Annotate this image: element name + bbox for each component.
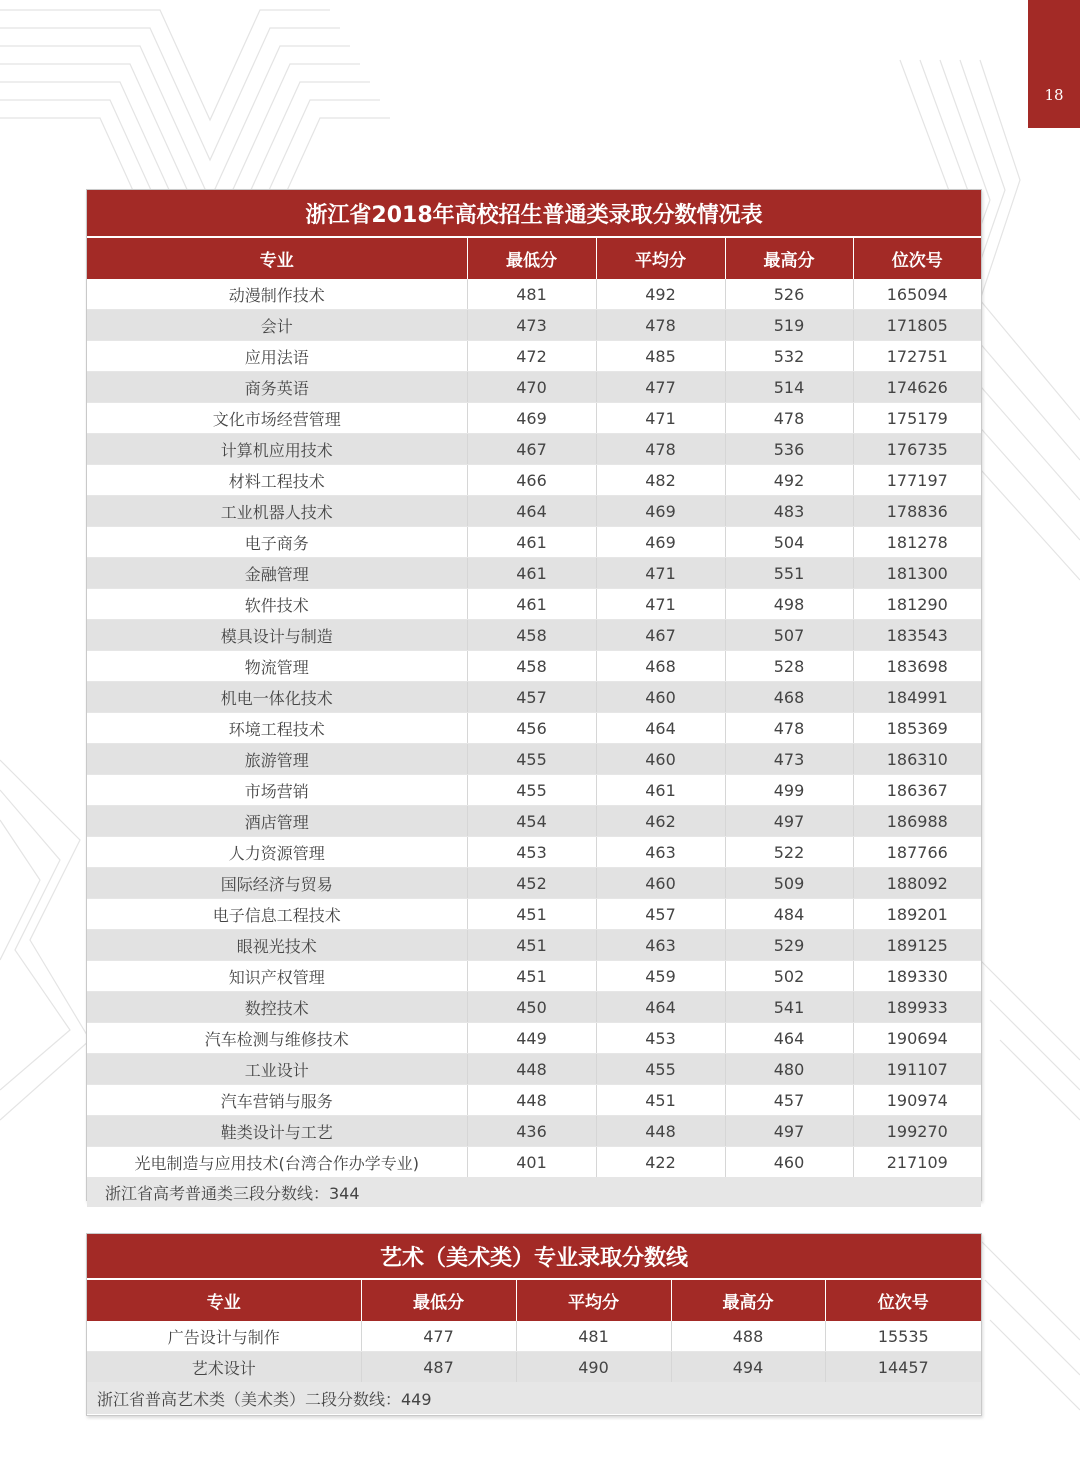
table-row [87, 899, 981, 930]
table-row [87, 806, 981, 837]
general-admission-score-table [86, 189, 982, 1201]
min-score-cell: 461 [467, 589, 596, 620]
rank-cell: 165094 [853, 279, 981, 310]
rank-cell: 183698 [853, 651, 981, 682]
major-cell: 汽车检测与维修技术 [87, 1023, 467, 1054]
rank-cell: 184991 [853, 682, 981, 713]
min-score-cell: 466 [467, 465, 596, 496]
rank-cell: 191107 [853, 1054, 981, 1085]
avg-score-cell: 481 [516, 1321, 671, 1352]
major-cell: 应用法语 [87, 341, 467, 372]
avg-score-cell: 463 [596, 837, 725, 868]
table-row [87, 682, 981, 713]
avg-score-cell: 469 [596, 527, 725, 558]
avg-score-cell: 460 [596, 682, 725, 713]
rank-cell: 188092 [853, 868, 981, 899]
column-header-rank: 位次号 [825, 1279, 981, 1321]
min-score-cell: 449 [467, 1023, 596, 1054]
table-row [87, 744, 981, 775]
min-score-cell: 477 [361, 1321, 516, 1352]
avg-score-cell: 460 [596, 744, 725, 775]
column-header-max-score: 最高分 [725, 237, 853, 279]
max-score-cell: 509 [725, 868, 853, 899]
rank-cell: 175179 [853, 403, 981, 434]
major-cell: 计算机应用技术 [87, 434, 467, 465]
column-header-avg-score: 平均分 [516, 1279, 671, 1321]
table-row [87, 279, 981, 310]
min-score-cell: 487 [361, 1352, 516, 1383]
major-cell: 文化市场经营管理 [87, 403, 467, 434]
min-score-cell: 455 [467, 744, 596, 775]
table-row [87, 310, 981, 341]
max-score-cell: 502 [725, 961, 853, 992]
avg-score-cell: 471 [596, 589, 725, 620]
max-score-cell: 457 [725, 1085, 853, 1116]
rank-cell: 190974 [853, 1085, 981, 1116]
table-row [87, 868, 981, 899]
table-row [87, 496, 981, 527]
table-note: 浙江省高考普通类三段分数线：344 [87, 1178, 981, 1208]
avg-score-cell: 464 [596, 992, 725, 1023]
column-header-rank: 位次号 [853, 237, 981, 279]
max-score-cell: 519 [725, 310, 853, 341]
min-score-cell: 451 [467, 961, 596, 992]
max-score-cell: 484 [725, 899, 853, 930]
table-row [87, 465, 981, 496]
max-score-cell: 460 [725, 1147, 853, 1178]
major-cell: 会计 [87, 310, 467, 341]
major-cell: 数控技术 [87, 992, 467, 1023]
major-cell: 金融管理 [87, 558, 467, 589]
major-cell: 市场营销 [87, 775, 467, 806]
major-cell: 工业设计 [87, 1054, 467, 1085]
major-cell: 汽车营销与服务 [87, 1085, 467, 1116]
rank-cell: 174626 [853, 372, 981, 403]
max-score-cell: 526 [725, 279, 853, 310]
rank-cell: 185369 [853, 713, 981, 744]
max-score-cell: 494 [671, 1352, 825, 1383]
major-cell: 艺术设计 [87, 1352, 361, 1383]
avg-score-cell: 485 [596, 341, 725, 372]
rank-cell: 186367 [853, 775, 981, 806]
avg-score-cell: 478 [596, 434, 725, 465]
max-score-cell: 480 [725, 1054, 853, 1085]
major-cell: 广告设计与制作 [87, 1321, 361, 1352]
avg-score-cell: 422 [596, 1147, 725, 1178]
rank-cell: 187766 [853, 837, 981, 868]
max-score-cell: 499 [725, 775, 853, 806]
min-score-cell: 451 [467, 899, 596, 930]
min-score-cell: 436 [467, 1116, 596, 1147]
rank-cell: 189201 [853, 899, 981, 930]
min-score-cell: 450 [467, 992, 596, 1023]
table-row [87, 1085, 981, 1116]
table-row [87, 1147, 981, 1178]
rank-cell: 177197 [853, 465, 981, 496]
max-score-cell: 497 [725, 1116, 853, 1147]
column-header-avg-score: 平均分 [596, 237, 725, 279]
max-score-cell: 514 [725, 372, 853, 403]
min-score-cell: 472 [467, 341, 596, 372]
major-cell: 眼视光技术 [87, 930, 467, 961]
rank-cell: 183543 [853, 620, 981, 651]
major-cell: 动漫制作技术 [87, 279, 467, 310]
avg-score-cell: 453 [596, 1023, 725, 1054]
avg-score-cell: 469 [596, 496, 725, 527]
table-row [87, 992, 981, 1023]
min-score-cell: 470 [467, 372, 596, 403]
table-row [87, 527, 981, 558]
major-cell: 知识产权管理 [87, 961, 467, 992]
max-score-cell: 483 [725, 496, 853, 527]
table-row [87, 620, 981, 651]
avg-score-cell: 471 [596, 403, 725, 434]
major-cell: 材料工程技术 [87, 465, 467, 496]
avg-score-cell: 463 [596, 930, 725, 961]
rank-cell: 186988 [853, 806, 981, 837]
avg-score-cell: 455 [596, 1054, 725, 1085]
major-cell: 人力资源管理 [87, 837, 467, 868]
table-row [87, 1352, 981, 1383]
avg-score-cell: 460 [596, 868, 725, 899]
max-score-cell: 478 [725, 713, 853, 744]
rank-cell: 181300 [853, 558, 981, 589]
column-header-min-score: 最低分 [361, 1279, 516, 1321]
rank-cell: 171805 [853, 310, 981, 341]
avg-score-cell: 468 [596, 651, 725, 682]
rank-cell: 217109 [853, 1147, 981, 1178]
table-row [87, 961, 981, 992]
max-score-cell: 473 [725, 744, 853, 775]
max-score-cell: 529 [725, 930, 853, 961]
max-score-cell: 497 [725, 806, 853, 837]
page-number: 18 [1044, 86, 1064, 104]
min-score-cell: 455 [467, 775, 596, 806]
min-score-cell: 467 [467, 434, 596, 465]
major-cell: 国际经济与贸易 [87, 868, 467, 899]
max-score-cell: 504 [725, 527, 853, 558]
table-row [87, 1116, 981, 1147]
table-row [87, 403, 981, 434]
min-score-cell: 452 [467, 868, 596, 899]
rank-cell: 15535 [825, 1321, 981, 1352]
column-header-major: 专业 [87, 1279, 361, 1321]
max-score-cell: 468 [725, 682, 853, 713]
table-note: 浙江省普高艺术类（美术类）二段分数线：449 [87, 1383, 981, 1415]
min-score-cell: 453 [467, 837, 596, 868]
major-cell: 鞋类设计与工艺 [87, 1116, 467, 1147]
major-cell: 软件技术 [87, 589, 467, 620]
max-score-cell: 492 [725, 465, 853, 496]
avg-score-cell: 461 [596, 775, 725, 806]
max-score-cell: 536 [725, 434, 853, 465]
table-row [87, 589, 981, 620]
major-cell: 光电制造与应用技术(台湾合作办学专业) [87, 1147, 467, 1178]
max-score-cell: 532 [725, 341, 853, 372]
rank-cell: 199270 [853, 1116, 981, 1147]
avg-score-cell: 467 [596, 620, 725, 651]
min-score-cell: 458 [467, 620, 596, 651]
avg-score-cell: 492 [596, 279, 725, 310]
avg-score-cell: 482 [596, 465, 725, 496]
table-title: 艺术（美术类）专业录取分数线 [87, 1234, 981, 1279]
avg-score-cell: 462 [596, 806, 725, 837]
min-score-cell: 473 [467, 310, 596, 341]
max-score-cell: 498 [725, 589, 853, 620]
major-cell: 工业机器人技术 [87, 496, 467, 527]
table-row [87, 1321, 981, 1352]
min-score-cell: 461 [467, 527, 596, 558]
rank-cell: 14457 [825, 1352, 981, 1383]
table-row [87, 341, 981, 372]
table-row [87, 775, 981, 806]
major-cell: 机电一体化技术 [87, 682, 467, 713]
min-score-cell: 448 [467, 1054, 596, 1085]
art-admission-score-table [86, 1233, 982, 1416]
min-score-cell: 464 [467, 496, 596, 527]
avg-score-cell: 448 [596, 1116, 725, 1147]
max-score-cell: 488 [671, 1321, 825, 1352]
column-header-major: 专业 [87, 237, 467, 279]
avg-score-cell: 477 [596, 372, 725, 403]
major-cell: 酒店管理 [87, 806, 467, 837]
avg-score-cell: 471 [596, 558, 725, 589]
avg-score-cell: 451 [596, 1085, 725, 1116]
table-row [87, 434, 981, 465]
table-title: 浙江省2018年高校招生普通类录取分数情况表 [87, 190, 981, 237]
min-score-cell: 448 [467, 1085, 596, 1116]
min-score-cell: 401 [467, 1147, 596, 1178]
min-score-cell: 451 [467, 930, 596, 961]
min-score-cell: 461 [467, 558, 596, 589]
major-cell: 环境工程技术 [87, 713, 467, 744]
min-score-cell: 481 [467, 279, 596, 310]
rank-cell: 181278 [853, 527, 981, 558]
rank-cell: 178836 [853, 496, 981, 527]
max-score-cell: 541 [725, 992, 853, 1023]
rank-cell: 186310 [853, 744, 981, 775]
rank-cell: 189330 [853, 961, 981, 992]
major-cell: 模具设计与制造 [87, 620, 467, 651]
rank-cell: 189125 [853, 930, 981, 961]
max-score-cell: 507 [725, 620, 853, 651]
max-score-cell: 478 [725, 403, 853, 434]
min-score-cell: 469 [467, 403, 596, 434]
page-number-tab [1028, 0, 1080, 128]
rank-cell: 176735 [853, 434, 981, 465]
avg-score-cell: 457 [596, 899, 725, 930]
table-row [87, 651, 981, 682]
column-header-min-score: 最低分 [467, 237, 596, 279]
major-cell: 物流管理 [87, 651, 467, 682]
rank-cell: 189933 [853, 992, 981, 1023]
min-score-cell: 458 [467, 651, 596, 682]
table-row [87, 930, 981, 961]
major-cell: 旅游管理 [87, 744, 467, 775]
max-score-cell: 522 [725, 837, 853, 868]
table-row [87, 713, 981, 744]
major-cell: 电子信息工程技术 [87, 899, 467, 930]
rank-cell: 181290 [853, 589, 981, 620]
min-score-cell: 457 [467, 682, 596, 713]
table-row [87, 1023, 981, 1054]
major-cell: 商务英语 [87, 372, 467, 403]
column-header-max-score: 最高分 [671, 1279, 825, 1321]
major-cell: 电子商务 [87, 527, 467, 558]
max-score-cell: 528 [725, 651, 853, 682]
min-score-cell: 454 [467, 806, 596, 837]
avg-score-cell: 464 [596, 713, 725, 744]
table-row [87, 372, 981, 403]
table-row [87, 1054, 981, 1085]
max-score-cell: 551 [725, 558, 853, 589]
avg-score-cell: 478 [596, 310, 725, 341]
avg-score-cell: 490 [516, 1352, 671, 1383]
avg-score-cell: 459 [596, 961, 725, 992]
max-score-cell: 464 [725, 1023, 853, 1054]
table-row [87, 558, 981, 589]
rank-cell: 190694 [853, 1023, 981, 1054]
table-row [87, 837, 981, 868]
rank-cell: 172751 [853, 341, 981, 372]
min-score-cell: 456 [467, 713, 596, 744]
